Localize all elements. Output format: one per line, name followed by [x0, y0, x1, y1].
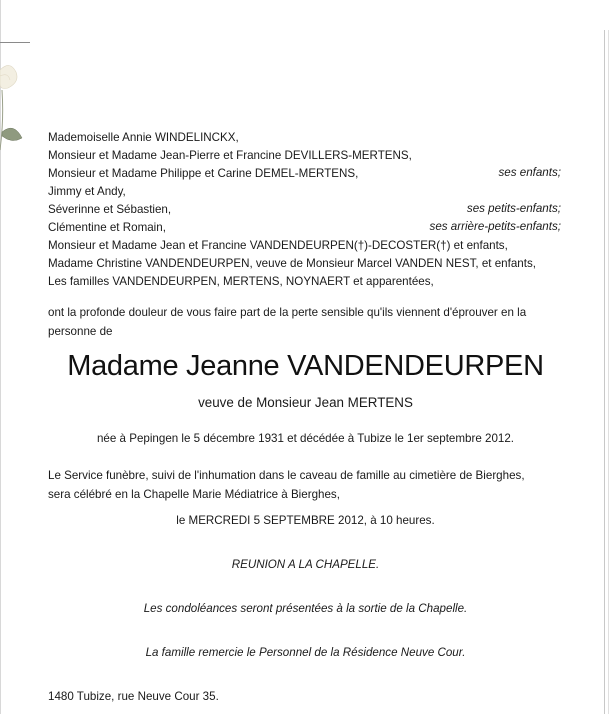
deceased-name: Madame Jeanne VANDENDEURPEN [67, 350, 544, 382]
family-line-1: Mademoiselle Annie WINDELINCKX, [48, 131, 239, 144]
service-line-1: Le Service funèbre, suivi de l'inhumation dans le caveau de famille au cimetière de Bierghes, [48, 469, 525, 482]
family-line-3: Monsieur et Madame Philippe et Carine DEMEL-MERTENS, [48, 167, 359, 180]
rose-flower-icon [0, 60, 30, 200]
family-line-2: Monsieur et Madame Jean-Pierre et Francine DEVILLERS-MERTENS, [48, 149, 412, 162]
service-line-2: sera célébré en la Chapelle Marie Médiatrice à Bierghes, [48, 488, 340, 501]
family-line-8: Madame Christine VANDENDEURPEN, veuve de Monsieur Marcel VANDEN NEST, et enfants, [48, 257, 536, 270]
relation-children: ses enfants; [498, 166, 561, 179]
family-line-9: Les familles VANDENDEURPEN, MERTENS, NOYNAERT et apparentées, [48, 275, 434, 288]
family-line-7: Monsieur et Madame Jean et Francine VANDENDEURPEN(†)-DECOSTER(†) et enfants, [48, 239, 508, 252]
thanks-note: La famille remercie le Personnel de la Résidence Neuve Cour. [145, 646, 466, 659]
birth-death-line: née à Pepingen le 5 décembre 1931 et décédée à Tubize le 1er septembre 2012. [96, 432, 515, 445]
widow-of-line: veuve de Monsieur Jean MERTENS [198, 395, 413, 410]
condolences-note: Les condoléances seront présentées à la sortie de la Chapelle. [143, 602, 468, 615]
service-date: le MERCREDI 5 SEPTEMBRE 2012, à 10 heures. [176, 514, 435, 527]
family-line-5: Séverinne et Sébastien, [48, 203, 172, 216]
family-line-6: Clémentine et Romain, [48, 221, 166, 234]
top-edge-mark [0, 42, 30, 43]
family-line-4: Jimmy et Andy, [48, 185, 126, 198]
address: 1480 Tubize, rue Neuve Cour 35. [48, 690, 219, 703]
intro-paragraph: ont la profonde douleur de vous faire part de la perte sensible qu'ils viennent d'éprouver en la personne de [48, 306, 527, 338]
relation-grandchildren: ses petits-enfants; [466, 202, 561, 215]
relation-great-grandchildren: ses arrière-petits-enfants; [429, 220, 561, 233]
reunion-note: REUNION A LA CHAPELLE. [231, 558, 380, 571]
